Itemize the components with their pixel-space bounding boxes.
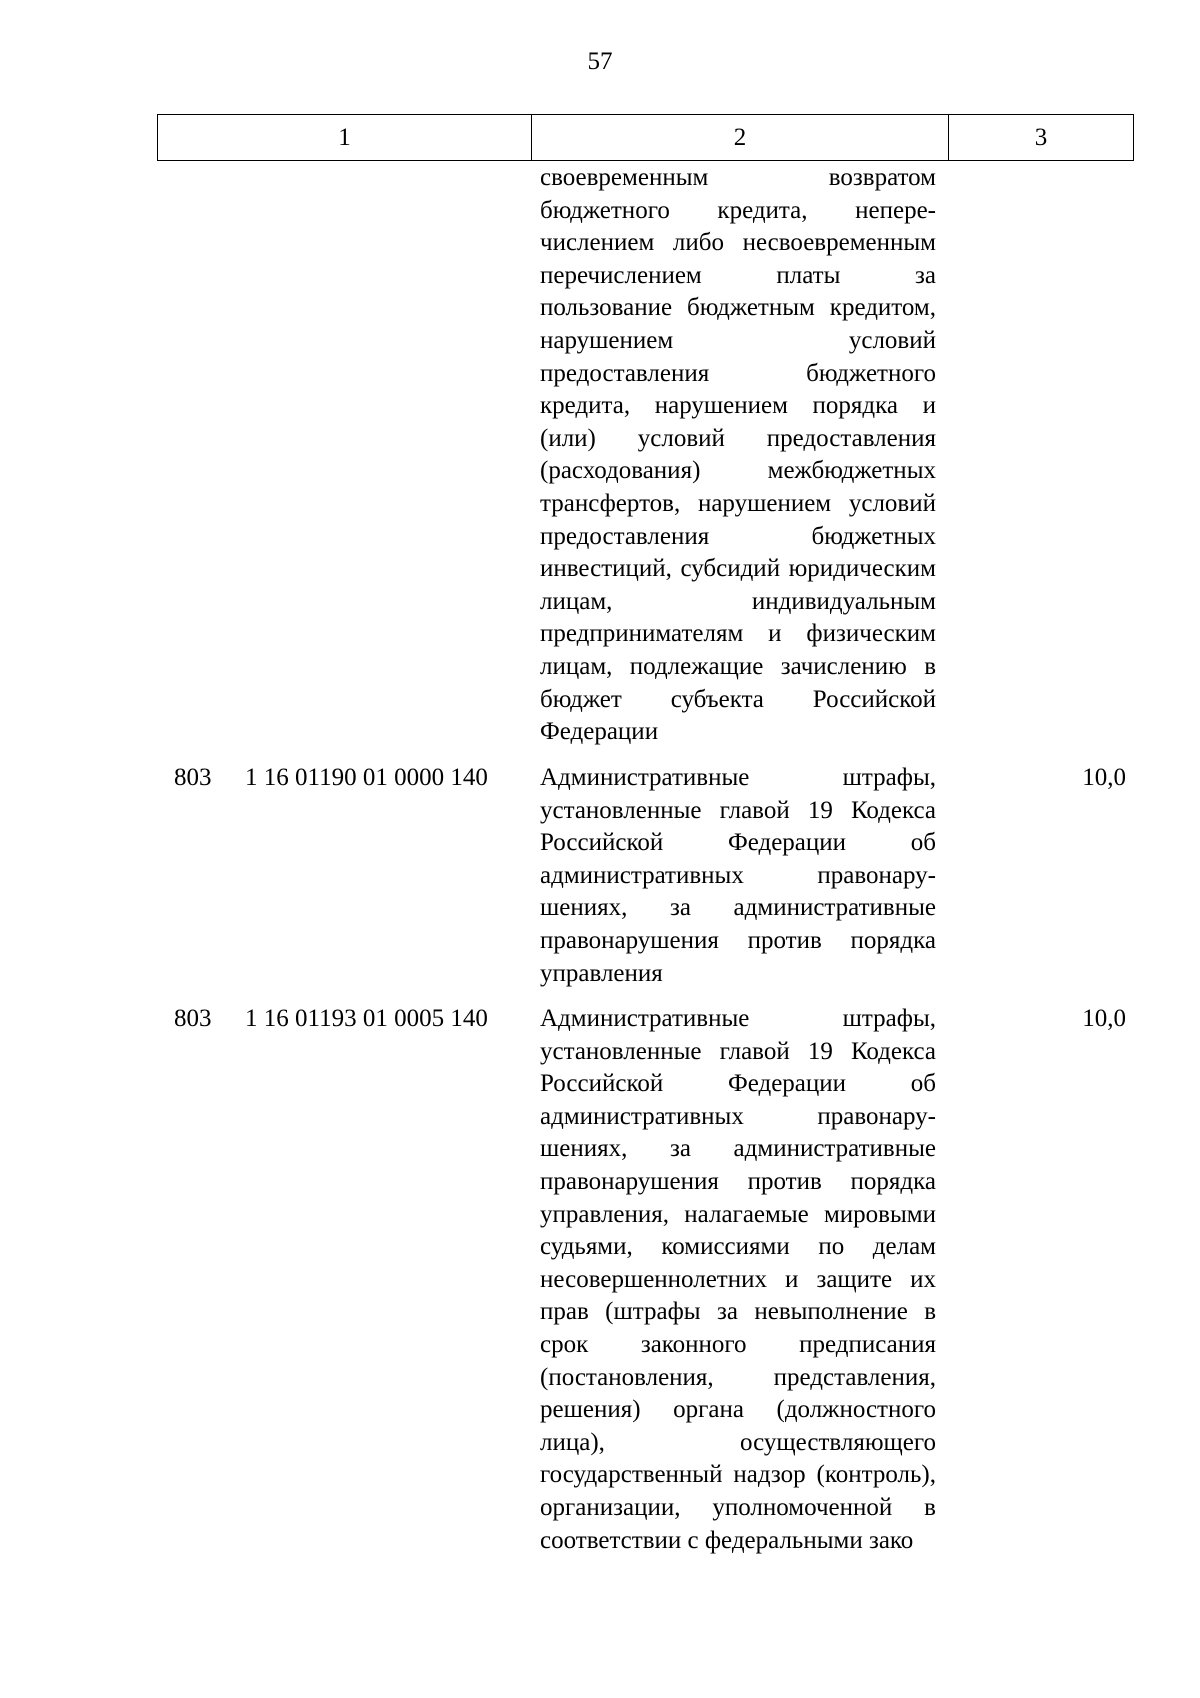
row-admin-code: 803: [174, 764, 212, 791]
row-description: Административные штрафы, установленные главой 19 Кодекса Российской Федерации об административных правонарушениях, за административные правонарушения против порядка управления, налагаемые мировыми судьями, комиссиями по делам несовершеннолетних и защите их прав (штрафы за невыполнение в срок законного предписания (постановления, представления, решения) органа (должностного лица), осуществляющего государственный надзор (контроль), организации, уполномоченной в соответствии с федеральными зако: [540, 1005, 936, 1554]
row-kbk-code: 1 16 01193 01 0005 140: [245, 1005, 488, 1032]
header-col-3: 3: [949, 115, 1134, 161]
row-amount: 10,0: [1082, 1005, 1126, 1032]
header-col-2: 2: [532, 115, 949, 161]
header-col-1: 1: [158, 115, 532, 161]
row-kbk-code: 1 16 01190 01 0000 140: [245, 764, 488, 791]
continuation-description: своевременным возвратом бюджетного кредита, неперечислением либо несвоевременным перечислением платы за пользование бюджетным кредитом, нарушением условий предоставления бюджетного кредита, нарушением порядка и (или) условий предоставления (расходования) межбюджетных трансфертов, нарушением условий предоставления бюджетных инвестиций, субсидий юридическим лицам, индивидуальным предпринимателям и физическим лицам, подлежащие зачислению в бюджет субъекта Российской Федерации: [540, 164, 936, 746]
row-amount: 10,0: [1082, 764, 1126, 791]
table-header: [157, 114, 1134, 161]
row-description: Административные штрафы, установленные главой 19 Кодекса Российской Федерации об административных правонарушениях, за административные правонарушения против порядка управления: [540, 764, 936, 987]
row-admin-code: 803: [174, 1005, 212, 1032]
page-number: 57: [587, 48, 613, 75]
